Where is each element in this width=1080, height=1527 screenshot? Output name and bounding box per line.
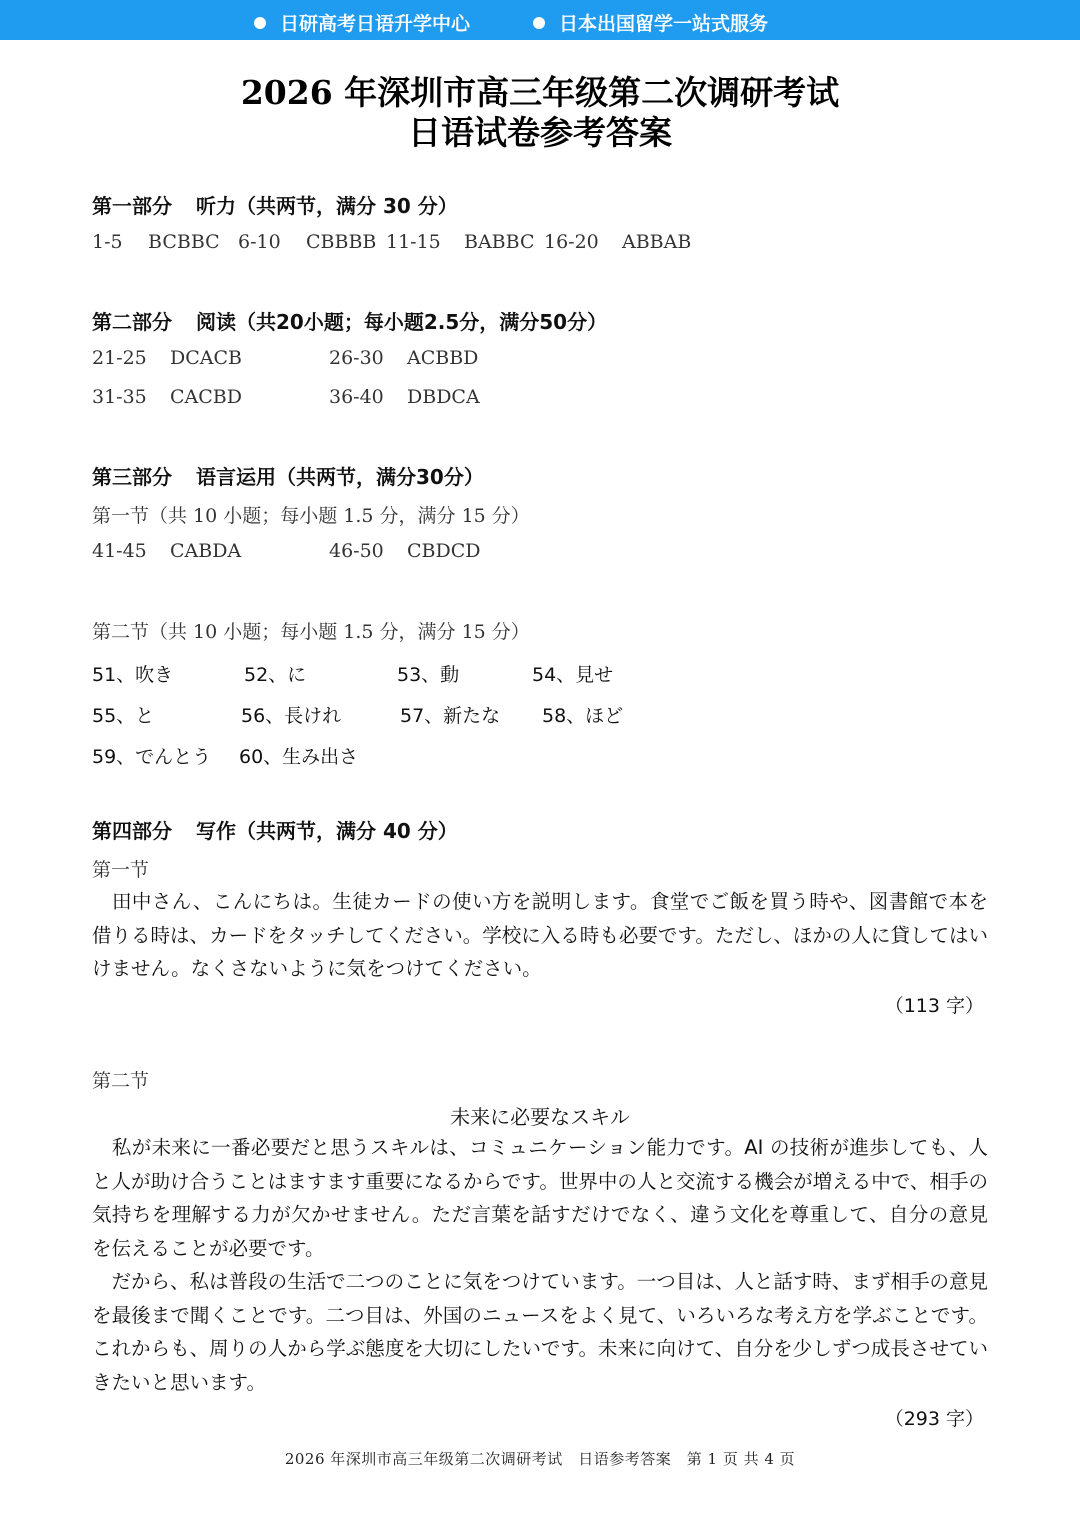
- essay-title: 未来に必要なスキル: [450, 1105, 630, 1129]
- part2-value-4: DBDCA: [407, 386, 480, 408]
- part3-range-2: 46-50: [329, 540, 384, 562]
- writing-sample-1-count: （113 字）: [884, 995, 984, 1017]
- page-title-line1: 2026 年深圳市高三年级第二次调研考试: [240, 73, 840, 112]
- part1-heading-label: 第一部分: [92, 194, 172, 218]
- cloze-answer-60: 60、生み出さ: [239, 746, 359, 768]
- part2-range-2: 26-30: [329, 347, 384, 369]
- part1-value-2: CBBBB: [306, 231, 377, 253]
- part3-value-2: CBDCD: [407, 540, 481, 562]
- bullet-dot-icon: [533, 17, 545, 29]
- top-banner: [0, 0, 1080, 40]
- part1-value-3: BABBC: [464, 231, 535, 253]
- banner-item-left: [254, 9, 470, 36]
- part2-heading-subtitle: 阅读（共20小题；每小题2.5分，满分50分）: [196, 310, 608, 334]
- part2-value-2: ACBBD: [407, 347, 479, 369]
- part1-range-1: 1-5: [92, 231, 123, 253]
- part2-heading: [92, 306, 607, 335]
- part1-value-4: ABBAB: [622, 231, 692, 253]
- part1-heading-subtitle: 听力（共两节，满分 30 分）: [196, 194, 458, 218]
- part1-range-4: 16-20: [544, 231, 599, 253]
- part4-section1-label: 第一节: [92, 859, 150, 881]
- banner-right-text: 日本出国留学一站式服务: [559, 13, 769, 35]
- cloze-answer-55: 55、と: [92, 705, 155, 727]
- part3-section2-label: 第二节（共 10 小题；每小题 1.5 分，满分 15 分）: [92, 621, 530, 643]
- part2-value-3: CACBD: [170, 386, 242, 408]
- page-title-line2: 日语试卷参考答案: [408, 113, 672, 152]
- part3-section1-label: 第一节（共 10 小题；每小题 1.5 分，满分 15 分）: [92, 505, 530, 527]
- cloze-answer-57: 57、新たな: [400, 705, 501, 727]
- cloze-answer-52: 52、に: [244, 664, 307, 686]
- part4-heading-subtitle: 写作（共两节，满分 40 分）: [196, 819, 458, 843]
- part4-section2-label: 第二节: [92, 1070, 150, 1092]
- part1-value-1: BCBBC: [148, 231, 220, 253]
- essay-paragraph-2: だから、私は普段の生活で二つのことに気をつけています。一つ目は、人と話す時、まず相手の意見を最後まで聞くことです。二つ目は、外国のニュースをよく見て、いろいろな考え方を学ぶことです。これからも、周りの人から学ぶ態度を大切にしたいです。未来に向けて、自分を少しずつ成長させていきたいと思います。: [92, 1270, 989, 1394]
- part1-range-3: 11-15: [386, 231, 441, 253]
- bullet-dot-icon: [254, 17, 266, 29]
- banner-item-right: [533, 9, 768, 36]
- part4-heading: [92, 815, 458, 844]
- part3-range-1: 41-45: [92, 540, 147, 562]
- cloze-answer-56: 56、長けれ: [241, 705, 342, 727]
- part3-heading: [92, 461, 484, 490]
- essay-paragraph-1: 私が未来に一番必要だと思うスキルは、コミュニケーション能力です。AI の技術が進歩しても、人と人が助け合うことはますます重要になるからです。世界中の人と交流する機会が増える中で、相手の気持ちを理解する力が欠かせません。ただ言葉を話すだけでなく、違う文化を尊重して、自分の意見を伝えることが必要です。: [92, 1136, 989, 1260]
- part2-value-1: DCACB: [170, 347, 242, 369]
- cloze-answer-53: 53、動: [397, 664, 460, 686]
- part3-value-1: CABDA: [170, 540, 242, 562]
- part4-heading-label: 第四部分: [92, 819, 172, 843]
- cloze-answer-59: 59、でんとう: [92, 746, 212, 768]
- part3-heading-label: 第三部分: [92, 465, 172, 489]
- part3-heading-subtitle: 语言运用（共两节，满分30分）: [196, 465, 484, 489]
- part2-heading-label: 第二部分: [92, 310, 172, 334]
- part1-range-2: 6-10: [238, 231, 281, 253]
- writing-sample-1: 田中さん、こんにちは。生徒カードの使い方を説明します。食堂でご飯を買う時や、図書館で本を借りる時は、カードをタッチしてください。学校に入る時も必要です。ただし、ほかの人に貸してはいけません。なくさないように気をつけてください。: [92, 890, 988, 980]
- part2-range-4: 36-40: [329, 386, 384, 408]
- part2-range-3: 31-35: [92, 386, 147, 408]
- part1-heading: [92, 190, 458, 219]
- cloze-answer-51: 51、吹き: [92, 664, 174, 686]
- banner-left-text: 日研高考日语升学中心: [280, 13, 471, 35]
- cloze-answer-54: 54、見せ: [532, 664, 614, 686]
- page-footer: 2026 年深圳市高三年级第二次调研考试 日语参考答案 第 1 页 共 4 页: [284, 1450, 796, 1468]
- essay-count: （293 字）: [884, 1408, 984, 1430]
- cloze-answer-58: 58、ほど: [542, 705, 624, 727]
- part2-range-1: 21-25: [92, 347, 147, 369]
